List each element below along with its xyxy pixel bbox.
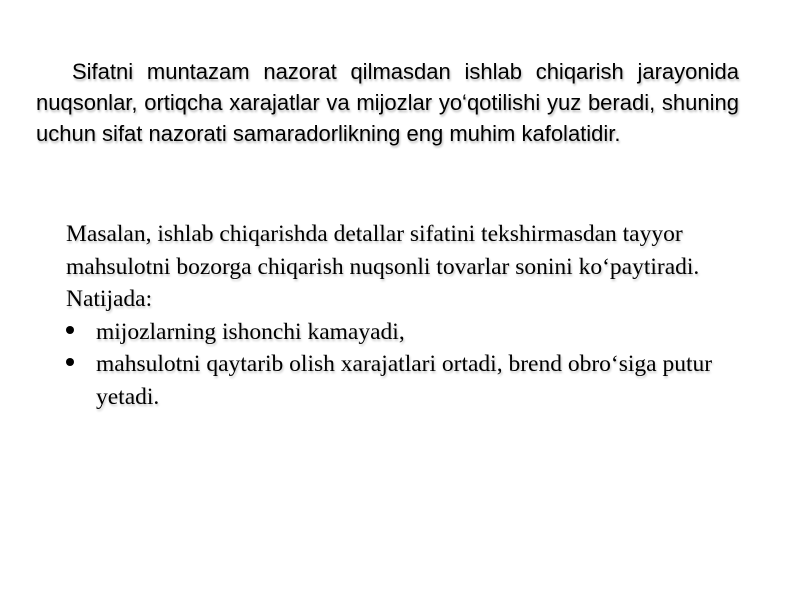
result-list-item-text: mijozlarning ishonchi kamayadi, — [96, 318, 405, 345]
example-block — [66, 218, 746, 413]
result-list-item — [66, 348, 746, 413]
result-label: Natijada: — [66, 286, 153, 312]
result-list-item-text: mahsulotni qaytarib olish xarajatlari ortadi, brend obro‘siga putur yetadi. — [96, 351, 713, 410]
bullet-icon — [66, 326, 74, 334]
bullet-icon — [66, 358, 74, 366]
example-paragraph: Masalan, ishlab chiqarishda detallar sifatini tekshirmasdan tayyor mahsulotni bozorga chiqarish nuqsonli tovarlar sonini ko‘paytiradi. — [66, 221, 700, 280]
result-list-item — [66, 316, 746, 349]
intro-paragraph: Sifatni muntazam nazorat qilmasdan ishlab chiqarish jarayonida nuqsonlar, ortiqcha xarajatlar va mijozlar yo‘qotilishi yuz beradi, shuning uchun sifat nazorati samaradorlikning eng muhim kafolatidir. — [36, 59, 739, 146]
result-list — [66, 316, 746, 414]
